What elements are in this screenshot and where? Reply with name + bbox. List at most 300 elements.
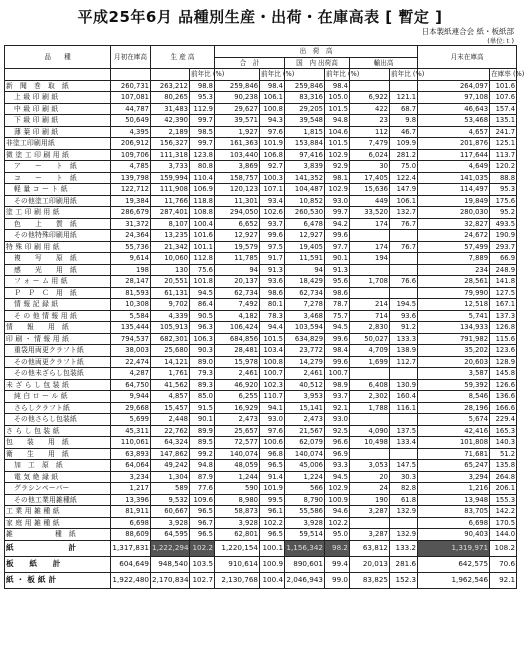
- row-value: 6,698: [418, 517, 490, 529]
- row-value: 98.6: [260, 287, 285, 299]
- row-value: 80.1: [260, 299, 285, 311]
- total-label: 板 紙 計: [5, 556, 111, 572]
- row-value: 6,698: [111, 517, 151, 529]
- row-value: 174: [350, 241, 390, 253]
- row-value: 91.3: [260, 264, 285, 276]
- row-value: 90,238: [215, 92, 260, 104]
- row-value: 422: [350, 103, 390, 115]
- total-value: 948,540: [151, 556, 190, 572]
- row-value: 110,061: [111, 437, 151, 449]
- row-value: 12,927: [215, 230, 260, 242]
- row-value: 287,401: [151, 207, 190, 219]
- row-value: 65,247: [418, 460, 490, 472]
- row-value: 31,483: [151, 103, 190, 115]
- row-value: 30.3: [390, 471, 418, 483]
- row-value: 99.7: [190, 138, 215, 150]
- row-value: 100.9: [325, 494, 350, 506]
- row-value: 94.6: [325, 506, 350, 518]
- total-value: 1,220,154: [215, 540, 260, 556]
- row-value: 93.7: [260, 218, 285, 230]
- row-value: [350, 414, 390, 426]
- table-row: [5, 276, 517, 288]
- row-value: 110.4: [190, 172, 215, 184]
- row-value: 93.0: [260, 414, 285, 426]
- row-value: 259,846: [285, 80, 325, 92]
- row-value: 90.5: [190, 310, 215, 322]
- row-value: 29,205: [285, 103, 325, 115]
- row-label: 塗 工 印 刷 用 紙: [5, 207, 111, 219]
- row-label: 加 工 原 紙: [5, 460, 111, 472]
- row-value: 39,571: [215, 115, 260, 127]
- row-value: 97.6: [260, 126, 285, 138]
- row-value: 15,978: [215, 356, 260, 368]
- row-value: 93.7: [325, 391, 350, 403]
- row-value: 100.4: [190, 218, 215, 230]
- row-value: 89.3: [190, 379, 215, 391]
- row-value: 684,856: [215, 333, 260, 345]
- row-value: 141,035: [418, 172, 490, 184]
- row-value: 94.5: [325, 471, 350, 483]
- row-value: 68.7: [390, 103, 418, 115]
- row-value: 589: [151, 483, 190, 495]
- row-value: 28,147: [111, 276, 151, 288]
- row-label: その他さらし包装紙: [5, 414, 111, 426]
- total-value: 92.1: [490, 572, 517, 588]
- row-value: 101.5: [260, 333, 285, 345]
- row-value: 109,706: [111, 149, 151, 161]
- row-value: 8,546: [418, 391, 490, 403]
- row-value: 38,003: [111, 345, 151, 357]
- row-value: 99.6: [260, 230, 285, 242]
- row-label: 新 聞 巻 取 紙: [5, 80, 111, 92]
- row-value: 90.1: [325, 253, 350, 265]
- row-value: 98.4: [325, 80, 350, 92]
- row-value: 158,757: [215, 172, 260, 184]
- row-label: 感 光 用 紙: [5, 264, 111, 276]
- row-value: 13,235: [151, 230, 190, 242]
- row-value: 109.9: [390, 138, 418, 150]
- table-row: [5, 322, 517, 334]
- row-value: 6,408: [350, 379, 390, 391]
- row-value: 137.3: [490, 310, 517, 322]
- row-value: 141,352: [285, 172, 325, 184]
- row-value: 20,603: [418, 356, 490, 368]
- row-value: 3,869: [215, 161, 260, 173]
- row-value: 791,982: [418, 333, 490, 345]
- total-value: 604,649: [111, 556, 151, 572]
- row-value: 88.8: [490, 172, 517, 184]
- row-value: [390, 517, 418, 529]
- row-value: 566: [285, 483, 325, 495]
- row-value: 99.7: [325, 207, 350, 219]
- row-label: 色 上 質 紙: [5, 218, 111, 230]
- row-value: 4,649: [418, 161, 490, 173]
- row-value: 174: [350, 218, 390, 230]
- row-value: 112: [350, 126, 390, 138]
- table-row: [5, 218, 517, 230]
- row-value: 139,798: [111, 172, 151, 184]
- row-value: 83,316: [285, 92, 325, 104]
- row-value: 135.1: [490, 115, 517, 127]
- row-value: 9,614: [111, 253, 151, 265]
- row-value: 102.6: [260, 207, 285, 219]
- row-value: 21,567: [285, 425, 325, 437]
- table-row: [5, 207, 517, 219]
- production-table: [4, 45, 524, 589]
- row-value: 88,609: [111, 529, 151, 541]
- row-label: さらしクラフト紙: [5, 402, 111, 414]
- row-value: 3,053: [350, 460, 390, 472]
- total-value: 108.2: [490, 540, 517, 556]
- row-value: 24,672: [418, 230, 490, 242]
- row-value: 6,024: [350, 149, 390, 161]
- row-value: 99.6: [325, 333, 350, 345]
- row-value: 12,927: [285, 230, 325, 242]
- header-export: 輸出高: [350, 57, 418, 69]
- row-value: 106.1: [260, 92, 285, 104]
- row-value: 134,933: [418, 322, 490, 334]
- row-value: 4,395: [111, 126, 151, 138]
- row-value: 106.3: [190, 333, 215, 345]
- row-value: 96.3: [190, 322, 215, 334]
- row-value: 120.2: [490, 161, 517, 173]
- row-label: グラシンペーパー: [5, 483, 111, 495]
- row-value: 136.6: [490, 391, 517, 403]
- row-value: 22,474: [111, 356, 151, 368]
- row-label: 軽 量 コ ー ト 紙: [5, 184, 111, 196]
- row-label: 複 写 原 紙: [5, 253, 111, 265]
- row-value: 78.3: [260, 310, 285, 322]
- row-value: 142.2: [490, 506, 517, 518]
- row-value: 55,586: [285, 506, 325, 518]
- total-value: 281.6: [390, 556, 418, 572]
- row-value: 157.4: [490, 103, 517, 115]
- total-value: 103.5: [190, 556, 215, 572]
- row-value: 2,189: [151, 126, 190, 138]
- row-value: 101.6: [490, 80, 517, 92]
- row-value: 39,548: [285, 115, 325, 127]
- row-value: 64,324: [151, 437, 190, 449]
- row-value: 97.5: [260, 241, 285, 253]
- row-value: 57,499: [418, 241, 490, 253]
- row-value: 4,182: [215, 310, 260, 322]
- row-value: 15,636: [350, 184, 390, 196]
- total-value: 20,013: [350, 556, 390, 572]
- row-value: 104.6: [325, 126, 350, 138]
- total-value: 133.2: [390, 540, 418, 556]
- header-production: 生 産 高: [151, 46, 215, 69]
- row-value: 50,649: [111, 115, 151, 127]
- row-value: 15,457: [151, 402, 190, 414]
- row-label: 衛 生 用 紙: [5, 448, 111, 460]
- row-value: 21,342: [151, 241, 190, 253]
- row-value: 9,944: [111, 391, 151, 403]
- row-value: 100.7: [325, 368, 350, 380]
- row-value: 4,287: [111, 368, 151, 380]
- row-value: 3,839: [285, 161, 325, 173]
- row-value: 140.3: [490, 437, 517, 449]
- row-value: 49,242: [151, 460, 190, 472]
- row-label: その他未ざらし包装紙: [5, 368, 111, 380]
- row-value: 94: [215, 264, 260, 276]
- row-value: 1,788: [350, 402, 390, 414]
- row-value: 46,643: [418, 103, 490, 115]
- row-value: 64,064: [111, 460, 151, 472]
- row-value: 2,830: [350, 322, 390, 334]
- row-value: 125.1: [490, 138, 517, 150]
- row-label: 重袋用両更クラフト紙: [5, 345, 111, 357]
- row-value: 111,908: [151, 184, 190, 196]
- row-value: 63,893: [111, 448, 151, 460]
- row-value: [390, 448, 418, 460]
- row-value: 62,734: [285, 287, 325, 299]
- row-value: 58,873: [215, 506, 260, 518]
- row-value: 20: [350, 471, 390, 483]
- total-label: 紙 計: [5, 540, 111, 556]
- row-value: 11,591: [285, 253, 325, 265]
- row-value: 198: [111, 264, 151, 276]
- row-value: 98.6: [325, 287, 350, 299]
- row-value: 91.7: [260, 253, 285, 265]
- row-label: 特 殊 印 刷 用 紙: [5, 241, 111, 253]
- table-row: [5, 506, 517, 518]
- row-value: 19,579: [215, 241, 260, 253]
- total-row: [5, 556, 517, 572]
- row-value: 10,308: [111, 299, 151, 311]
- row-value: 55,736: [111, 241, 151, 253]
- row-label: 家 庭 用 雑 種 紙: [5, 517, 111, 529]
- row-value: 3,587: [418, 368, 490, 380]
- row-value: 123.6: [490, 345, 517, 357]
- row-value: 590: [215, 483, 260, 495]
- row-value: 41,562: [151, 379, 190, 391]
- row-value: 1,217: [111, 483, 151, 495]
- row-value: 97,416: [285, 149, 325, 161]
- row-value: 31,372: [111, 218, 151, 230]
- row-value: 78.7: [325, 299, 350, 311]
- row-value: 135,444: [111, 322, 151, 334]
- row-value: 132.9: [390, 506, 418, 518]
- row-label: 未 ざ ら し 包 装 紙: [5, 379, 111, 391]
- row-value: 102.2: [260, 517, 285, 529]
- row-value: 101.9: [260, 483, 285, 495]
- total-value: 1,156,342: [285, 540, 325, 556]
- row-value: 81,593: [111, 287, 151, 299]
- row-value: 264,097: [418, 80, 490, 92]
- total-value: 102.2: [190, 540, 215, 556]
- row-value: 96.5: [260, 529, 285, 541]
- row-value: 2,461: [285, 368, 325, 380]
- row-value: 101.9: [260, 138, 285, 150]
- row-value: 103,440: [215, 149, 260, 161]
- row-value: [350, 517, 390, 529]
- row-value: 97,108: [418, 92, 490, 104]
- header-stock-ratio: 在庫率 (%): [491, 70, 524, 79]
- row-value: 140,074: [285, 448, 325, 460]
- row-value: 96.5: [260, 460, 285, 472]
- row-value: 10,852: [285, 195, 325, 207]
- row-value: 167.1: [490, 299, 517, 311]
- row-value: 122,712: [111, 184, 151, 196]
- table-row: [5, 92, 517, 104]
- row-value: 101.8: [190, 276, 215, 288]
- row-value: 19,849: [418, 195, 490, 207]
- row-value: 140,074: [215, 448, 260, 460]
- row-value: 155.3: [490, 494, 517, 506]
- row-value: [390, 230, 418, 242]
- row-value: 95.0: [325, 529, 350, 541]
- row-value: 2,473: [215, 414, 260, 426]
- row-value: 280,030: [418, 207, 490, 219]
- row-value: 75.7: [325, 310, 350, 322]
- row-value: 8,980: [215, 494, 260, 506]
- row-value: 98.5: [190, 126, 215, 138]
- row-value: 24,364: [111, 230, 151, 242]
- row-value: 107.6: [490, 92, 517, 104]
- row-value: 96.6: [325, 437, 350, 449]
- row-value: 6,652: [215, 218, 260, 230]
- row-value: 95.6: [325, 276, 350, 288]
- row-value: 76.6: [390, 276, 418, 288]
- row-label: ア ー ト 紙: [5, 161, 111, 173]
- row-value: 3,287: [350, 529, 390, 541]
- row-value: 7,889: [418, 253, 490, 265]
- row-label: その他両更クラフト紙: [5, 356, 111, 368]
- row-value: 91.3: [325, 264, 350, 276]
- row-value: 92.7: [260, 161, 285, 173]
- table-row: [5, 368, 517, 380]
- row-value: 6,478: [285, 218, 325, 230]
- row-value: 89.5: [190, 437, 215, 449]
- row-value: [390, 80, 418, 92]
- total-value: 1,319,971: [418, 540, 490, 556]
- row-value: 90.1: [190, 414, 215, 426]
- row-value: 159,994: [151, 172, 190, 184]
- table-row: [5, 460, 517, 472]
- row-value: 4,090: [350, 425, 390, 437]
- row-value: [390, 414, 418, 426]
- row-value: 156,327: [151, 138, 190, 150]
- row-value: 9,532: [151, 494, 190, 506]
- row-label: 上 級 印 刷 紙: [5, 92, 111, 104]
- row-value: 634,829: [285, 333, 325, 345]
- row-value: 107.1: [260, 184, 285, 196]
- row-value: 100.7: [260, 368, 285, 380]
- row-value: 45,006: [285, 460, 325, 472]
- row-value: 96.7: [190, 517, 215, 529]
- row-value: [350, 264, 390, 276]
- row-value: 145.8: [490, 368, 517, 380]
- row-value: 99.6: [325, 356, 350, 368]
- row-value: 294,050: [215, 207, 260, 219]
- total-row: [5, 572, 517, 588]
- header-total: 合 計: [215, 57, 285, 69]
- row-value: 94.4: [260, 322, 285, 334]
- row-value: 101,808: [418, 437, 490, 449]
- row-value: 98.4: [260, 80, 285, 92]
- row-value: 113.7: [490, 149, 517, 161]
- row-value: [350, 368, 390, 380]
- header-stock-start: 月初在庫高: [111, 46, 151, 69]
- total-value: 2,130,768: [215, 572, 260, 588]
- header-yoy: 前年比 (%): [191, 70, 225, 79]
- table-row: [5, 241, 517, 253]
- header-stock-end: 月末在庫高: [418, 46, 517, 69]
- header-yoy: 前年比 (%): [261, 70, 295, 79]
- row-value: 11,766: [151, 195, 190, 207]
- row-value: 96.5: [190, 529, 215, 541]
- row-value: 260,530: [285, 207, 325, 219]
- row-value: 4,857: [151, 391, 190, 403]
- table-row: [5, 138, 517, 150]
- row-value: 4,785: [111, 161, 151, 173]
- row-value: 110.7: [260, 391, 285, 403]
- row-value: 160.4: [390, 391, 418, 403]
- row-value: [390, 264, 418, 276]
- row-value: 80,265: [151, 92, 190, 104]
- row-value: 102.9: [325, 184, 350, 196]
- row-label: その他特殊印刷用紙: [5, 230, 111, 242]
- row-label: 中 級 印 刷 紙: [5, 103, 111, 115]
- row-value: 32,827: [418, 218, 490, 230]
- row-label: 印 刷 ・ 情 報 用 紙: [5, 333, 111, 345]
- row-value: 5,674: [418, 414, 490, 426]
- row-value: 118.8: [190, 195, 215, 207]
- row-value: 59,392: [418, 379, 490, 391]
- row-value: 112.8: [190, 253, 215, 265]
- row-value: 91.2: [390, 322, 418, 334]
- row-value: 3,287: [350, 506, 390, 518]
- total-value: 100.4: [260, 572, 285, 588]
- row-value: 60,667: [151, 506, 190, 518]
- row-value: 79.3: [190, 368, 215, 380]
- row-label: そ の 他 情 報 用 紙: [5, 310, 111, 322]
- row-value: 449: [350, 195, 390, 207]
- row-value: 11,785: [215, 253, 260, 265]
- row-value: 5,699: [111, 414, 151, 426]
- row-value: 94.5: [325, 322, 350, 334]
- row-value: 794,537: [111, 333, 151, 345]
- row-value: 248.9: [490, 264, 517, 276]
- row-value: 12,518: [418, 299, 490, 311]
- row-value: 132.7: [390, 207, 418, 219]
- row-value: 3,294: [418, 471, 490, 483]
- row-value: 92.9: [325, 161, 350, 173]
- row-value: 53,468: [418, 115, 490, 127]
- total-value: 63,812: [350, 540, 390, 556]
- row-value: 3,928: [215, 517, 260, 529]
- row-value: 2,473: [285, 414, 325, 426]
- row-value: 103.4: [260, 345, 285, 357]
- total-value: 98.2: [325, 540, 350, 556]
- row-value: 19,405: [285, 241, 325, 253]
- row-value: 122.4: [390, 172, 418, 184]
- row-value: 3,468: [285, 310, 325, 322]
- row-value: 64,750: [111, 379, 151, 391]
- row-value: 100.6: [260, 437, 285, 449]
- row-value: 4,657: [418, 126, 490, 138]
- row-value: 40,512: [285, 379, 325, 391]
- row-value: 30: [350, 161, 390, 173]
- row-value: 175.6: [490, 195, 517, 207]
- row-value: 93.3: [325, 460, 350, 472]
- row-value: 93.6: [260, 276, 285, 288]
- row-value: 115.6: [490, 333, 517, 345]
- row-value: 75.6: [190, 264, 215, 276]
- row-value: 170.5: [490, 517, 517, 529]
- total-value: 1,922,480: [111, 572, 151, 588]
- row-label: 工 業 用 雑 種 紙: [5, 506, 111, 518]
